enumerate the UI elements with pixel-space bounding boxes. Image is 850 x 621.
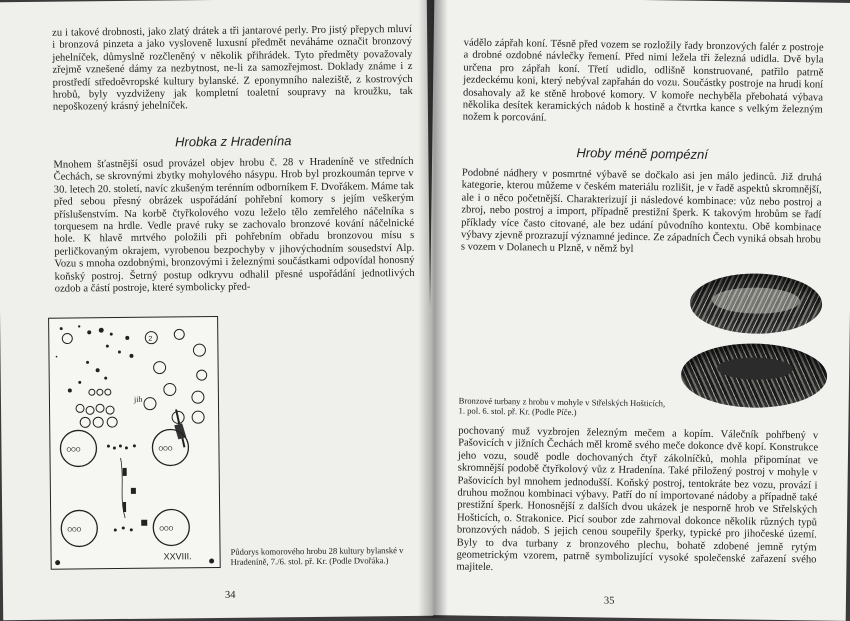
svg-text:•: •: [55, 354, 58, 361]
svg-text:OOO: OOO: [158, 446, 173, 453]
left-intro-paragraph: zu i takové drobnosti, jako zlatý drátek a tři jantarové perly. Pro jistý přepych mluví i bronzová pinzeta a jako vysloveně luxusní předmět neváháme označit bronzový jehelníček, důmyslně rozčleněný v několik přihrádek. Tyto předměty považovaly zřejmě vznešené dámy za nezbytnost, ne-li za samozřejmost. Doklady známe i z prostředí středoěvropské kultury bylanské. Z eponymního naleziště, z kostrových hrobů, byly vyzdviženy jak kompletní toaletní soupravy na kroužku, tak nepoškozený krásný jehelníček.: [52, 23, 413, 114]
grave-plan-drawing: [49, 317, 220, 569]
left-page-number: 34: [224, 589, 236, 601]
left-section-heading: Hrobka z Hradenína: [174, 133, 292, 150]
bronze-turbans-photo: [680, 273, 832, 425]
right-page: [426, 0, 850, 621]
svg-text:OOO: OOO: [159, 526, 174, 533]
svg-text:OOO: OOO: [66, 447, 81, 454]
grave-plan-figure: [48, 316, 221, 570]
right-body-paragraph: Podobné nádhery v posmrtné výbavě se dočkalo asi jen málo jedinců. Již druhá kategorie, kterou můžeme v českém materiálu rozlišit, je v řadě aspektů skromnější, ale i o něco početnější. Charakterizují ji následové kombinace: vůz nebo postroj a zbroj, nebo postroj a import, případně prestižní šperk. K takovým hrobům se řadí příklady více často citované, ale bez udání původního kontextu. Obě kombinace výbavy zjevně prozrazují významné jedince. Ze západních Čech vyniká obsah hrobu s vozem v Dolanech u Plzně, v němž byl: [460, 167, 822, 256]
svg-text:OOO: OOO: [67, 527, 82, 534]
left-figure-caption: Půdorys komorového hrobu 28 kultury bylanské v Hradeníně, 7./6. stol. př. Kr. (Podle Dvořáka.): [230, 545, 404, 567]
figure-plate-label: XXVIII.: [163, 551, 192, 562]
svg-text:2: 2: [148, 335, 153, 343]
right-page-number: 35: [603, 595, 615, 607]
right-intro-paragraph: vádělo zápřah koní. Těsně před vozem se rozložily řady bronzových falér z postroje a drobné ozdobné návlečky řemení. Před nimi ležela tři železná udidla. Dvě byla určena pro zápřah koní. Třetí udidlo, odlišně konstruované, patřilo patrně jezdeckému koni, který nebýval zapřahán do vozu. Součástky postroje na hrudi koní dosahovaly až ke stěně hrobové komory. V komoře nechyběla přebohatá výbava několika desítek keramických nádob k hostině a čtvrtka kance s velkým železným nožem k porcování.: [462, 37, 824, 125]
left-body-paragraph: Mnohem šťastnější osud provázel objev hrobu č. 28 v Hradeníně ve středních Čechách, se skrovnými zbytky mohylového násypu. Hrob byl prozkoumán teprve v 30. letech 20. století, navíc zkušeným terénním odborníkem F. Dvořákem. Máme tak před sebou přesný obrázek uspořádání pohřební komory s jejím veškerým příslušenstvím. Na korbě čtyřkolového vozu leželo tělo zemřelého náčelníka s torquesem na hrdle. Vedle pravé ruky se zachovalo bronzové kování náčelnické hole. K hlavě mrtvého položili při pohřebním obřadu bronzovou mísu s perličkovaným okrajem, vyrobenou bezpochyby v jihovýchodním sousedství Alp. Vozu s mnoha ozdobnými, bronzovými i železnými součástkami odpovídal honosný koňský postroj. Šetrný postup odkryvu odhalil přesné uspořádání jednotlivých ozdob a částí postroje, které symbolicky před-: [53, 155, 415, 295]
right-bottom-paragraph: pochovaný muž vyzbrojen železným mečem a kopím. Válečník pohřbený v Pašovicích v jižních Čechách měl kromě svého meče dokonce dvě kopí. Konstrukce jeho vozu, soudě podle dochovaných čtyř zákolníčků, mohla připomínat ve skromnější podobě čtyřkolový vůz z Hradenína. Také přiložený postroj v mohyle v Pašovicích byl mnohem jednodušší. Koňský postroj, tentokráte bez vozu, provází i druhou možnou kombinaci výbavy. Patří do ní importované nádoby a případně také prestižní šperk. Honosnější z dalších dvou ukázek je nesporně hrob ve Střelských Hošticích, o. Strakonice. Picí soubor zde zahrnoval dokonce několik různých typů bronzových nádob. S jejich cenou soupeřily šperky, typické pro jihočeské území. Byly to dva turbany z bronzového plechu, bohatě zdobené jemně rytým geometrickým vzorem, patrně symbolizující vysoké společenské zařazení svého majitele.: [456, 425, 819, 574]
plan-label-jih: jih: [133, 394, 143, 404]
right-figure-caption: Bronzové turbany z hrobu v mohyle v Střelských Hošticích, 1. pol. 6. stol. př. Kr. (Podle Píče.): [458, 395, 666, 418]
right-section-heading: Hroby méně pompézní: [576, 145, 709, 162]
